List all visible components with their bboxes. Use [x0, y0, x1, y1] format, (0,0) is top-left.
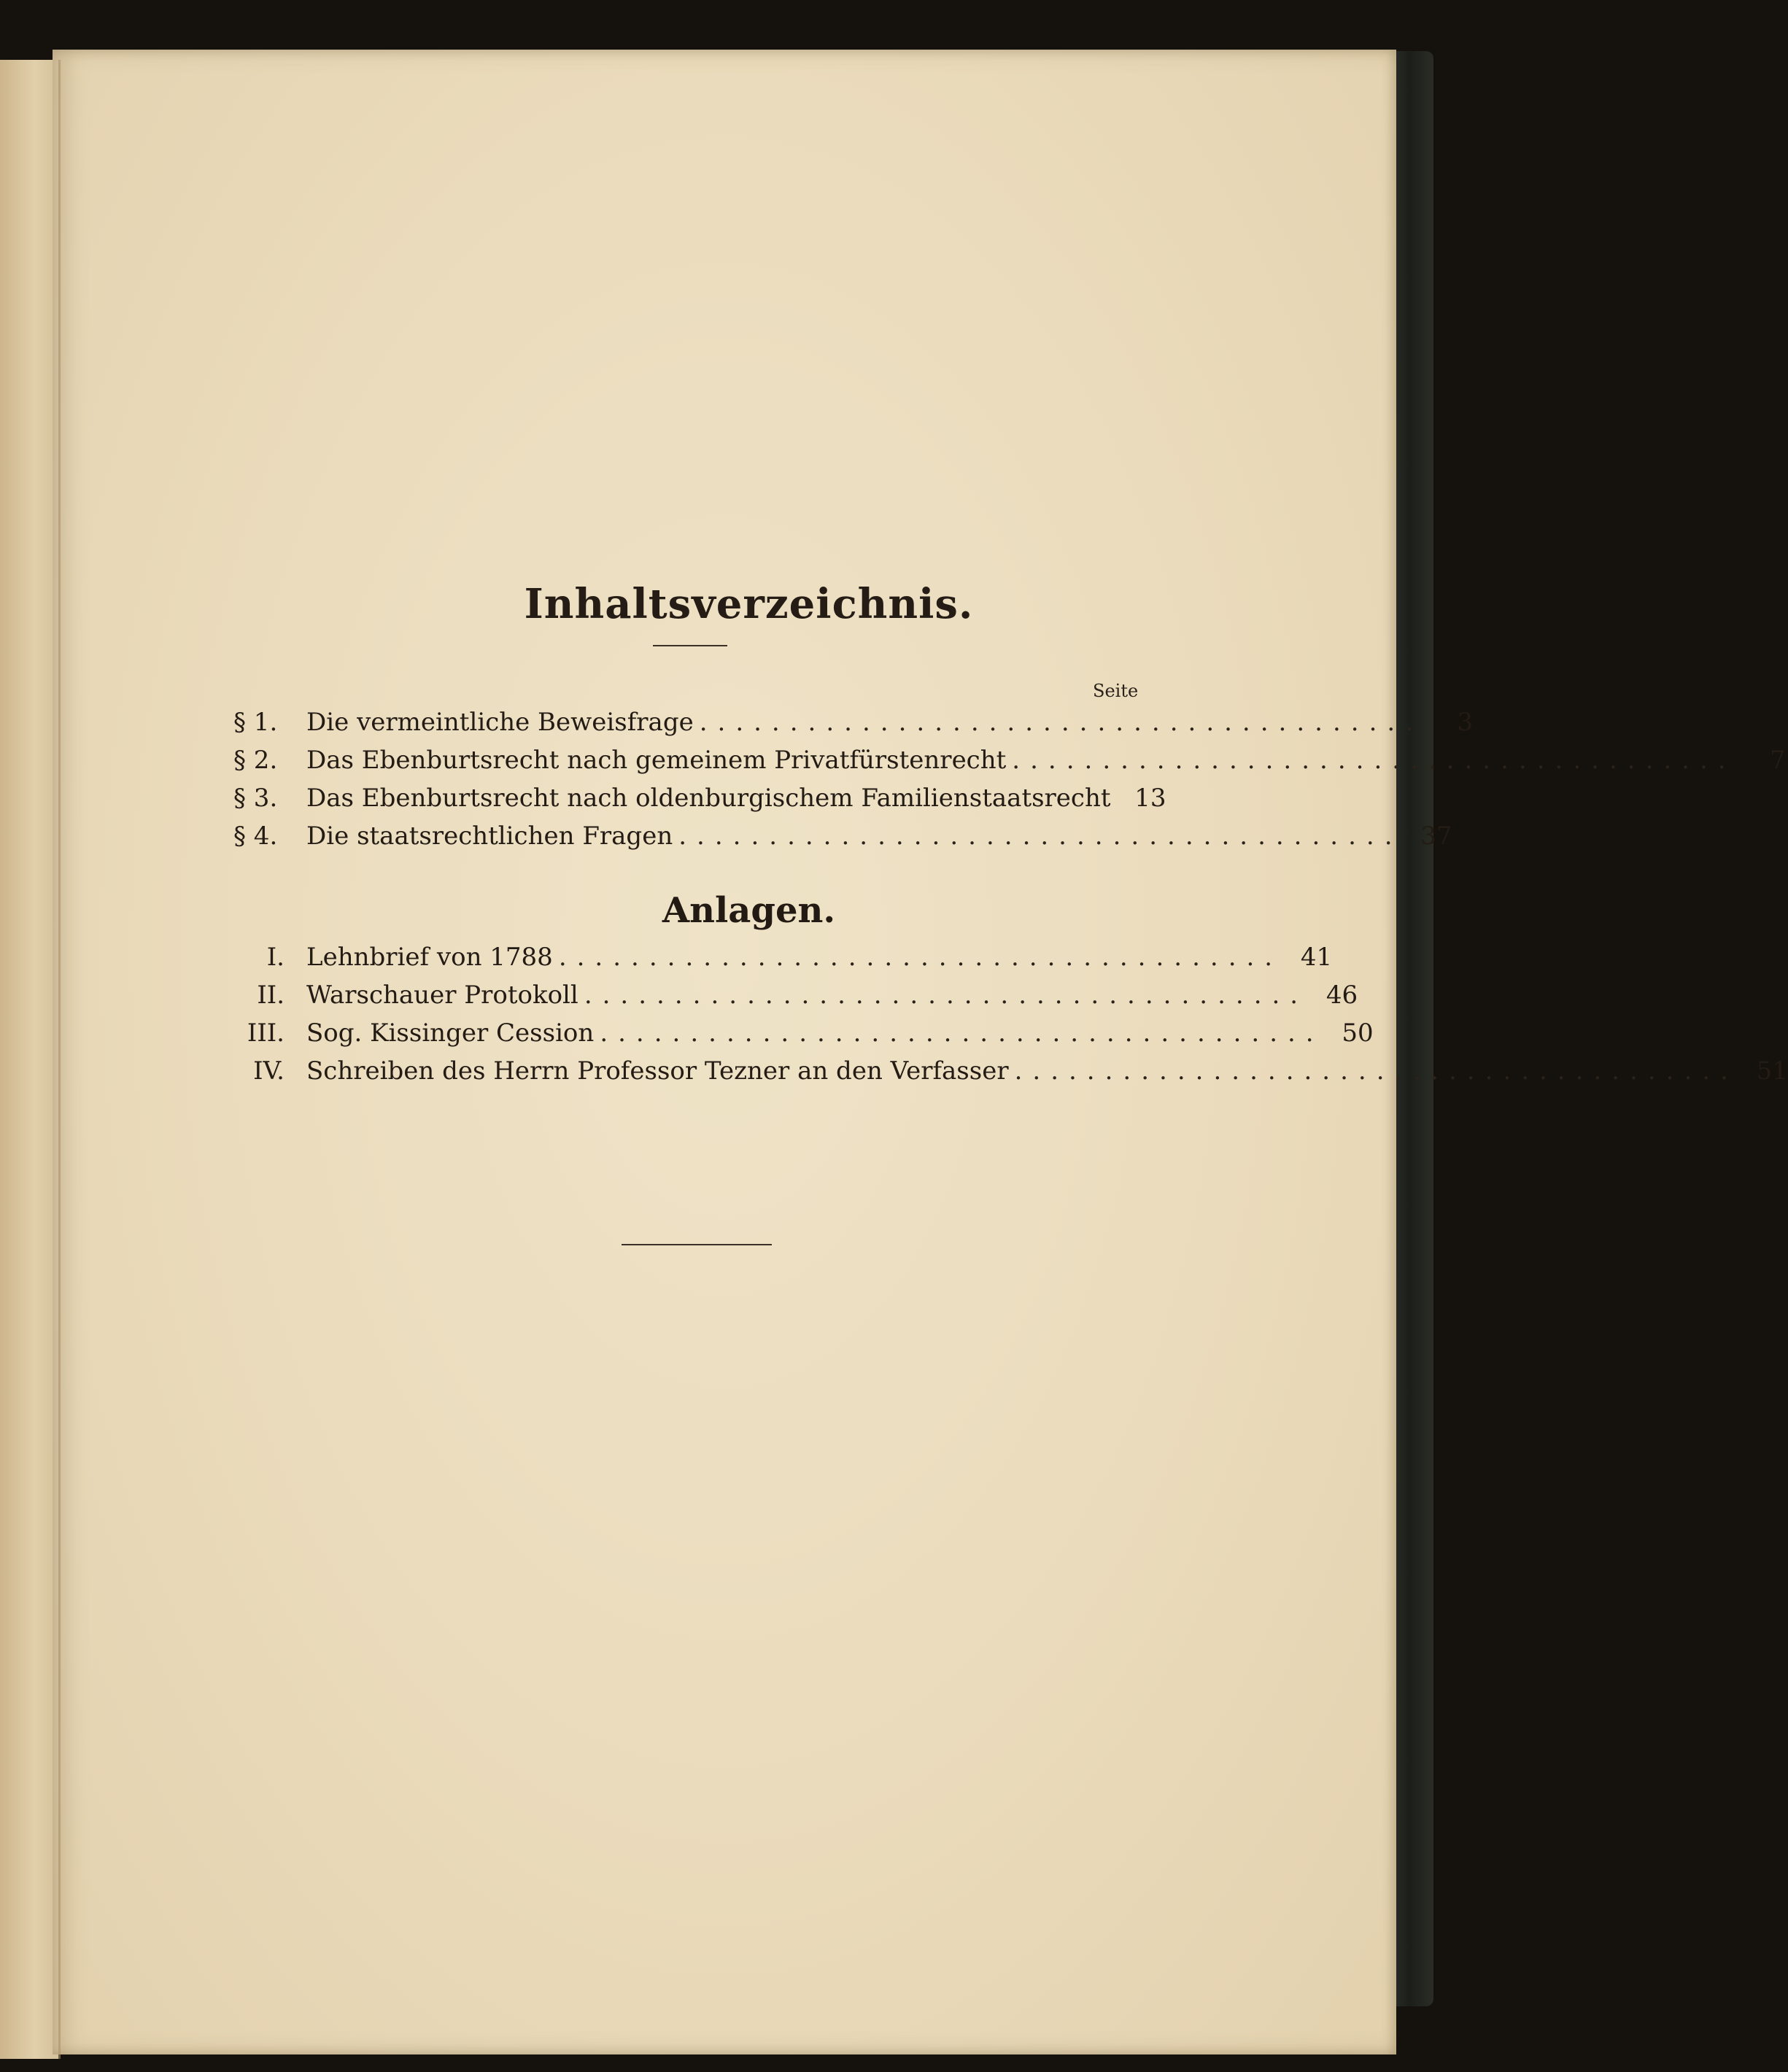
page-gutter — [58, 60, 61, 2059]
appendix-number: II. — [257, 981, 285, 1010]
leader-dots: ........................................ — [699, 708, 1424, 737]
page-number: 3 — [1457, 708, 1474, 737]
section-title: Die staatsrechtlichen Fragen — [306, 822, 673, 851]
page-number: 50 — [1342, 1018, 1374, 1048]
leader-dots: ........................................ — [558, 943, 1283, 972]
page-number: 7 — [1769, 746, 1786, 775]
page-number: 51 — [1756, 1056, 1788, 1086]
appendix-entry — [233, 981, 1358, 1016]
appendix-entry — [233, 943, 1333, 978]
leader-dots: ........................................ — [1014, 1056, 1738, 1086]
section-number: § 3. — [233, 784, 278, 813]
toc-entry — [233, 784, 1166, 819]
appendix-title-text: Warschauer Protokoll — [306, 981, 578, 1010]
section-number: § 2. — [233, 746, 278, 775]
appendix-entry — [233, 1056, 1788, 1091]
appendix-number: I. — [266, 943, 285, 972]
toc-entry — [233, 746, 1786, 781]
section-number: § 1. — [233, 708, 278, 737]
page-number: 46 — [1325, 981, 1358, 1010]
leader-dots: ........................................ — [584, 981, 1309, 1010]
page-column-label: Seite — [1093, 681, 1139, 701]
appendix-title-text: Schreiben des Herrn Professor Tezner an den Verfasser — [306, 1056, 1009, 1086]
appendix-title-text: Lehnbrief von 1788 — [306, 943, 553, 972]
toc-title: Inhaltsverzeichnis. — [524, 580, 974, 628]
appendix-number: III. — [247, 1018, 285, 1048]
page-number: 13 — [1134, 784, 1166, 813]
page-number: 41 — [1300, 943, 1333, 972]
toc-entry — [233, 708, 1474, 743]
appendix-title: Anlagen. — [662, 890, 836, 931]
leader-dots: ........................................ — [1012, 746, 1736, 775]
leader-dots: ........................................ — [600, 1018, 1324, 1048]
section-title: Das Ebenburtsrecht nach gemeinem Privatfürstenrecht — [306, 746, 1007, 775]
section-title: Die vermeintliche Beweisfrage — [306, 708, 694, 737]
section-title: Das Ebenburtsrecht nach oldenburgischem Familienstaatsrecht — [306, 784, 1111, 813]
book-cover-edge — [1390, 51, 1433, 2006]
toc-entry — [233, 822, 1452, 857]
appendix-title-text: Sog. Kissinger Cession — [306, 1018, 595, 1048]
title-rule — [653, 645, 727, 646]
left-page-edge — [0, 60, 58, 2059]
page-number: 37 — [1420, 822, 1452, 851]
appendix-number: IV. — [253, 1056, 285, 1086]
appendix-entry — [233, 1018, 1374, 1054]
section-number: § 4. — [233, 822, 278, 851]
end-rule — [622, 1244, 772, 1245]
leader-dots: ........................................ — [678, 822, 1403, 851]
